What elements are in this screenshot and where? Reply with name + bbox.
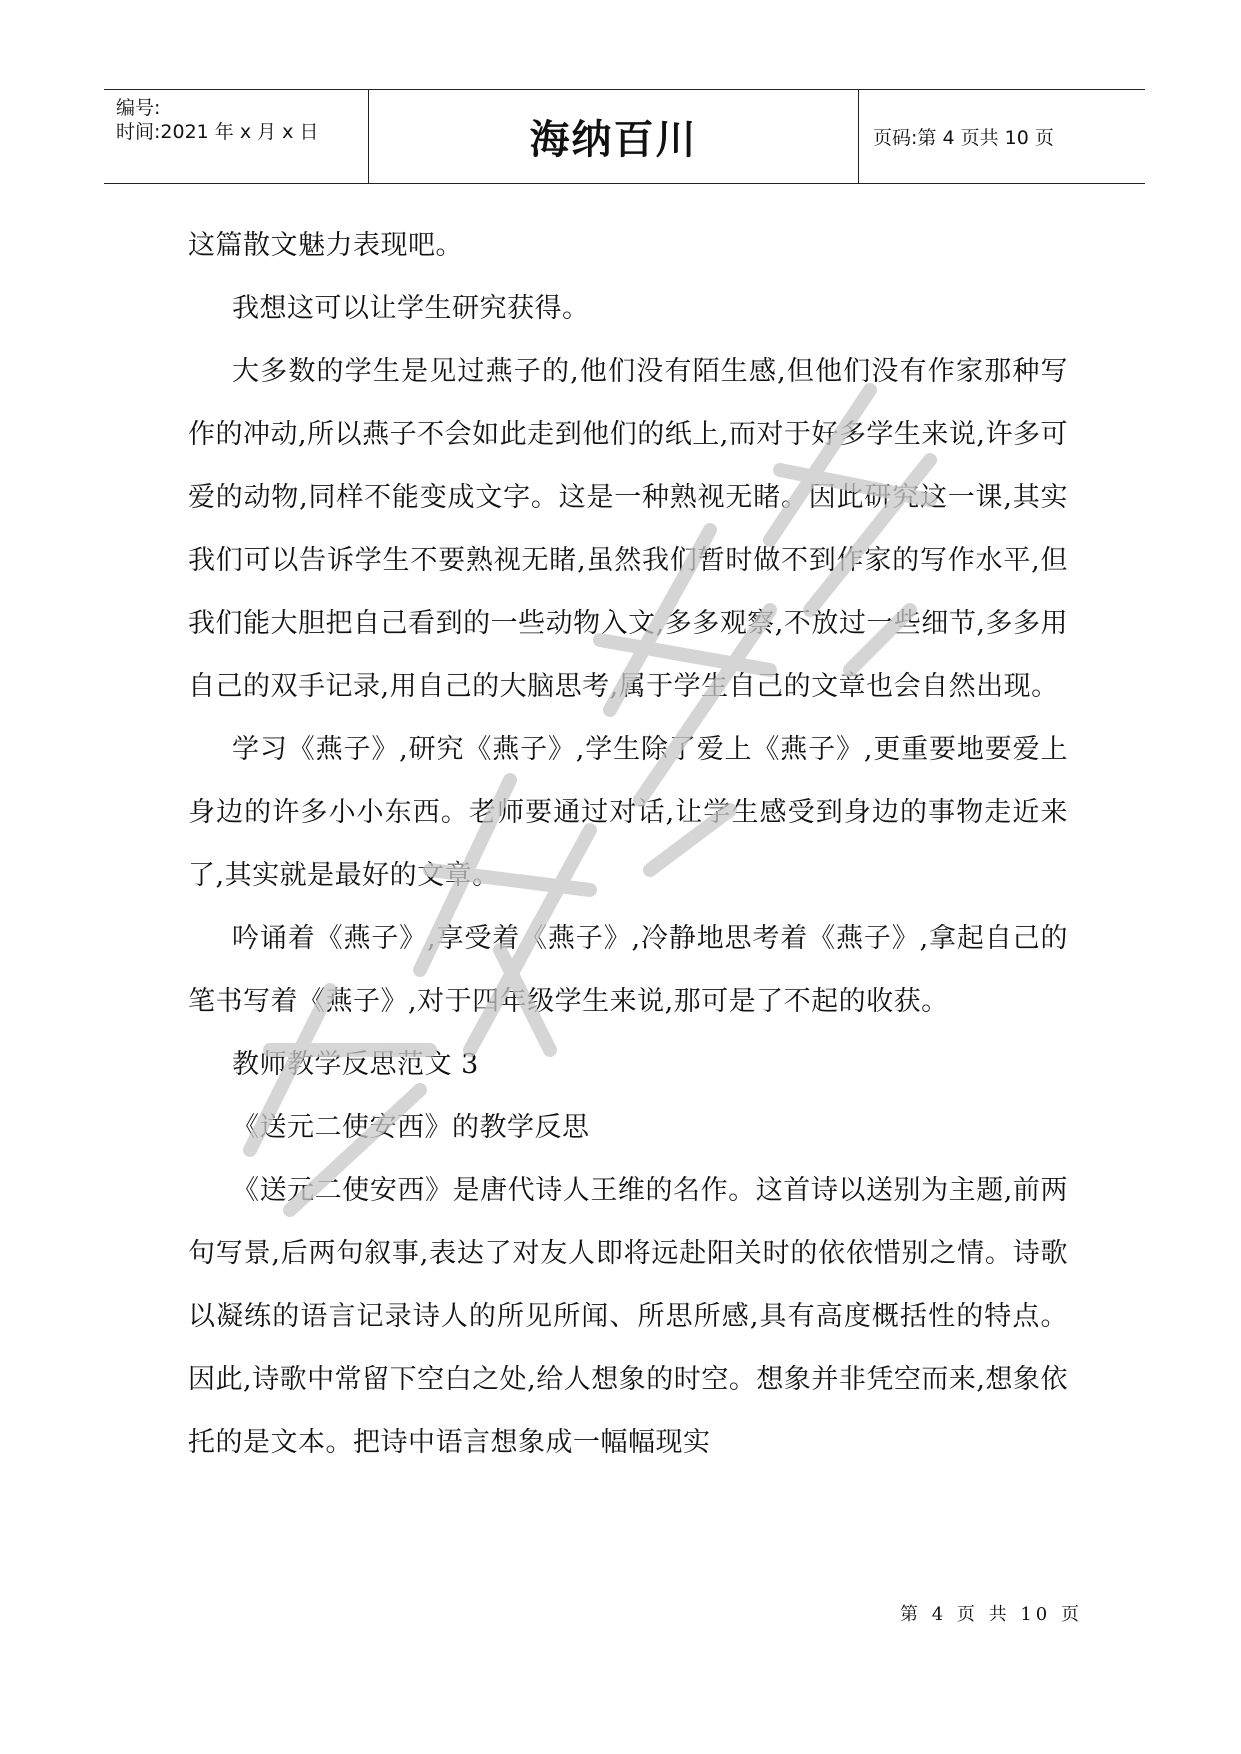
- document-body: [188, 214, 1068, 1474]
- brand-title: 海纳百川: [529, 117, 698, 163]
- paragraph: 大多数的学生是见过燕子的,他们没有陌生感,但他们没有作家那种写作的冲动,所以燕子不会如此走到他们的纸上,而对于好多学生来说,许多可爱的动物,同样不能变成文字。这是一种熟视无睹。因此研究这一课,其实我们可以告诉学生不要熟视无睹,虽然我们暂时做不到作家的写作水平,但我们能大胆把自己看到的一些动物入文,多多观察,不放过一些细节,多多用自己的双手记录,用自己的大脑思考,属于学生自己的文章也会自然出现。: [188, 356, 1068, 702]
- paragraph: 学习《燕子》,研究《燕子》,学生除了爱上《燕子》,更重要地要爱上身边的许多小小东西。老师要通过对话,让学生感受到身边的事物走近来了,其实就是最好的文章。: [188, 734, 1068, 891]
- section-heading: 教师教学反思范文 3: [232, 1049, 479, 1080]
- article-title: 《送元二使安西》的教学反思: [232, 1112, 590, 1143]
- paragraph: 我想这可以让学生研究获得。: [232, 293, 590, 324]
- header-page-number: 页码:第 4 页共 10 页: [873, 127, 1054, 149]
- watermark-text: 严禁复制: [170, 350, 174, 351]
- header-meta-cell: [104, 90, 369, 183]
- document-number-label: 编号:: [116, 97, 161, 119]
- document-header: [104, 89, 1145, 184]
- document-time-label: 时间:2021 年 x 月 x 日: [116, 121, 319, 143]
- header-page-cell: [859, 90, 1145, 183]
- page-footer: 第 4 页 共 10 页: [900, 1604, 1083, 1625]
- paragraph: 吟诵着《燕子》,享受着《燕子》,冷静地思考着《燕子》,拿起自己的笔书写着《燕子》,对于四年级学生来说,那可是了不起的收获。: [188, 923, 1068, 1017]
- paragraph: 这篇散文魅力表现吧。: [188, 230, 463, 261]
- header-brand-cell: [369, 90, 859, 183]
- paragraph: 《送元二使安西》是唐代诗人王维的名作。这首诗以送别为主题,前两句写景,后两句叙事,表达了对友人即将远赴阳关时的依依惜别之情。诗歌以凝练的语言记录诗人的所见所闻、所思所感,具有高度概括性的特点。因此,诗歌中常留下空白之处,给人想象的时空。想象并非凭空而来,想象依托的是文本。把诗中语言想象成一幅幅现实: [188, 1175, 1068, 1458]
